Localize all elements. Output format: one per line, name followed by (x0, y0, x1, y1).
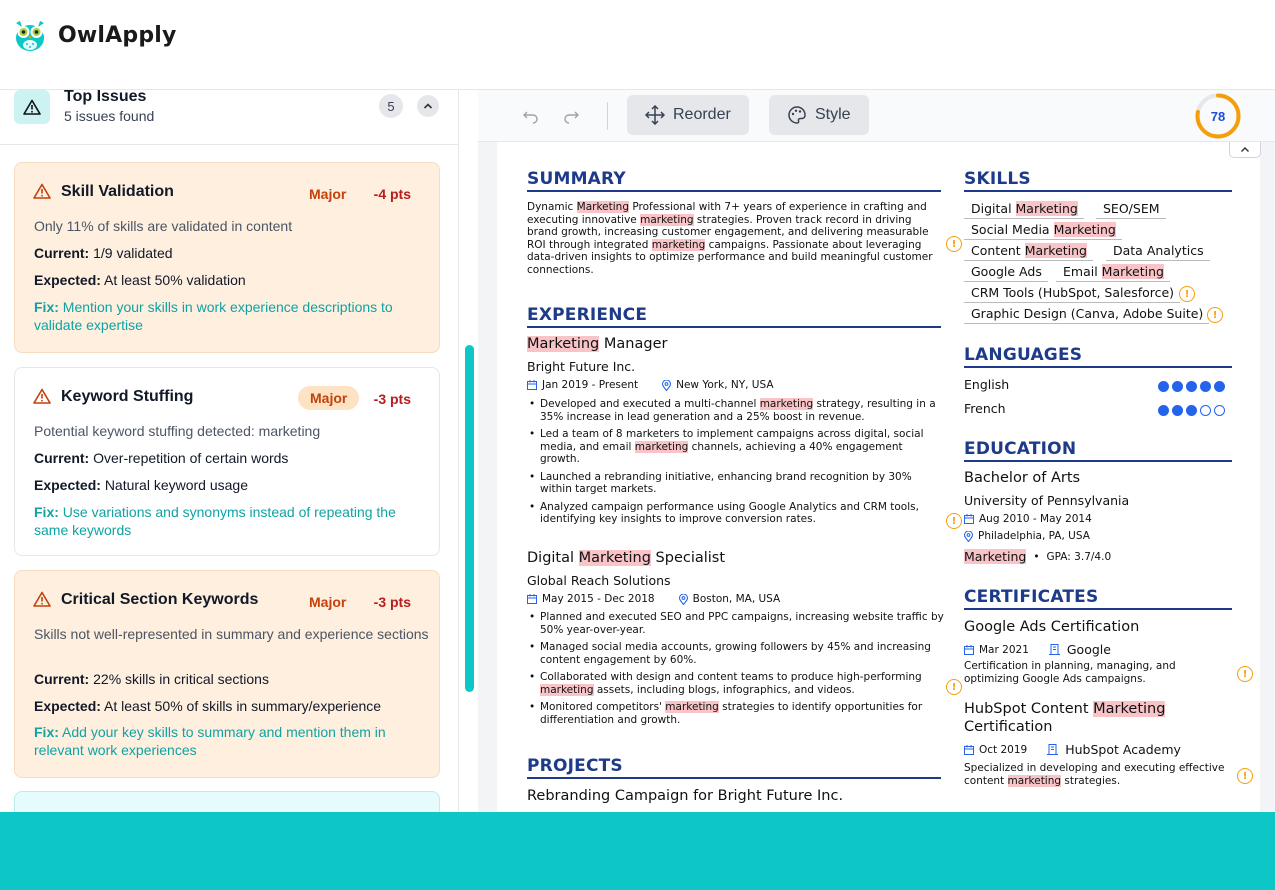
issue-expected: Expected: Natural keyword usage (34, 477, 248, 493)
issue-title: Keyword Stuffing (61, 388, 194, 405)
points-penalty: -3 pts (373, 391, 411, 407)
collapse-issues-button[interactable] (417, 95, 439, 117)
skill-tag[interactable]: Graphic Design (Canva, Adobe Suite) (964, 306, 1209, 324)
resume-score-ring[interactable] (1194, 92, 1242, 140)
location-pin-icon (662, 380, 671, 391)
cert-desc-1: Certification in planning, managing, and optimizing Google Ads campaigns. (964, 660, 1176, 685)
warning-icon (33, 388, 51, 404)
move-arrows-icon (645, 105, 665, 125)
palette-icon (787, 105, 807, 125)
company-1: Bright Future Inc. (527, 359, 636, 374)
skill-tag[interactable]: Digital Marketing (964, 201, 1084, 219)
job-title-1: Marketing Manager (527, 336, 668, 352)
cert-meta-2: Oct 2019 HubSpot Academy (964, 742, 1181, 757)
warning-icon (14, 90, 50, 124)
level-dot-filled (1158, 405, 1169, 416)
language-name: English (964, 377, 1010, 392)
warning-circle-icon[interactable]: ! (1179, 286, 1195, 302)
warning-circle-icon[interactable]: ! (1237, 768, 1253, 784)
warning-circle-icon[interactable]: ! (946, 513, 962, 529)
owl-logo-icon (12, 17, 48, 53)
undo-icon[interactable] (522, 106, 540, 124)
reorder-button[interactable] (627, 95, 749, 135)
language-level-dots (1158, 405, 1225, 416)
bullet-item: • Led a team of 8 marketers to implement campaigns across digital, social media, and email marketing channels, achieving a 40% engagement growth. (527, 428, 945, 466)
issue-title: Skill Validation (61, 183, 174, 200)
education-location: Philadelphia, PA, USA (964, 530, 1090, 542)
severity-badge: Major (309, 186, 347, 202)
experience-heading: EXPERIENCE (527, 305, 941, 328)
location-pin-icon (964, 531, 973, 542)
level-dot-empty (1200, 405, 1211, 416)
issue-fix: Fix: Use variations and synonyms instead of repeating the same keywords (34, 504, 396, 538)
issues-list (0, 145, 459, 812)
app-logo[interactable] (12, 17, 177, 53)
degree-title: Bachelor of Arts (964, 470, 1081, 486)
resume-preview-panel (478, 90, 1275, 812)
redo-icon[interactable] (562, 106, 580, 124)
level-dot-filled (1186, 405, 1197, 416)
company-2: Global Reach Solutions (527, 573, 671, 588)
style-button[interactable] (769, 95, 869, 135)
toolbar-divider (607, 102, 608, 130)
issue-count-badge: 5 (379, 94, 403, 118)
skills-heading: SKILLS (964, 169, 1232, 192)
certificates-heading: CERTIFICATES (964, 587, 1232, 610)
job-1-bullets (527, 398, 945, 531)
level-dot-empty (1214, 405, 1225, 416)
issue-expected: Expected: At least 50% of skills in summary/experience (34, 698, 382, 714)
skill-tag[interactable]: Content Marketing (964, 243, 1093, 261)
bullet-item: • Collaborated with design and content teams to produce high-performing marketing assets, including blogs, infographics, and videos. (527, 671, 945, 696)
level-dot-filled (1172, 405, 1183, 416)
chevron-up-icon (1240, 146, 1250, 153)
issues-panel (0, 90, 459, 812)
warning-circle-icon[interactable]: ! (946, 679, 962, 695)
top-issues-subtitle: 5 issues found (64, 108, 155, 124)
issue-current: Current: Over-repetition of certain words (34, 450, 289, 466)
level-dot-filled (1172, 381, 1183, 392)
level-dot-filled (1200, 381, 1211, 392)
job-meta-2: May 2015 - Dec 2018 Boston, MA, USA (527, 593, 780, 605)
top-header (0, 0, 1275, 90)
bullet-item: • Planned and executed SEO and PPC campaigns, increasing website traffic by 50% year-over-year. (527, 611, 945, 636)
panel-scrollbar-thumb[interactable] (465, 345, 474, 692)
score-value: 78 (1210, 108, 1226, 124)
skill-tag[interactable]: Social Media Marketing (964, 222, 1122, 240)
reorder-label: Reorder (673, 106, 731, 123)
collapse-document-button[interactable] (1229, 142, 1261, 158)
warning-circle-icon[interactable]: ! (1207, 307, 1223, 323)
issue-title: Critical Section Keywords (61, 591, 259, 608)
level-dot-filled (1214, 381, 1225, 392)
issue-description: Skills not well-represented in summary and experience sections (34, 626, 429, 642)
calendar-icon (527, 380, 537, 390)
bullet-item: • Monitored competitors' marketing strategies to identify opportunities for differentiation and growth. (527, 701, 945, 726)
language-level-dots (1158, 381, 1225, 392)
issue-expected: Expected: At least 50% validation (34, 272, 246, 288)
warning-circle-icon[interactable]: ! (946, 236, 962, 252)
style-label: Style (815, 106, 851, 123)
skill-tag[interactable]: Google Ads (964, 264, 1048, 282)
cert-desc-2: Specialized in developing and executing effective content marketing strategies. (964, 762, 1225, 787)
resume-document (497, 142, 1260, 812)
calendar-icon (964, 645, 974, 655)
warning-circle-icon[interactable]: ! (1237, 666, 1253, 682)
issue-fix: Fix: Mention your skills in work experience descriptions to validate expertise (34, 299, 393, 333)
job-2-bullets (527, 611, 945, 731)
top-issues-header (0, 90, 459, 145)
app-name: OwlApply (58, 22, 177, 48)
bullet-item: • Launched a rebranding initiative, enhancing brand recognition by 30% within target markets. (527, 471, 945, 496)
issue-fix: Fix: Add your key skills to summary and mention them in relevant work experiences (34, 724, 386, 758)
bullet-item: • Analyzed campaign performance using Google Analytics and CRM tools, identifying key insights to improve conversion rates. (527, 501, 945, 526)
level-dot-filled (1158, 381, 1169, 392)
skill-tag[interactable]: Email Marketing (1056, 264, 1170, 282)
bullet-item: • Developed and executed a multi-channel marketing strategy, resulting in a 35% increase in lead generation and a 25% boost in revenue. (527, 398, 945, 423)
bullet-item: • Managed social media accounts, growing followers by 45% and increasing content engagement by 60%. (527, 641, 945, 666)
job-meta-1: Jan 2019 - Present New York, NY, USA (527, 379, 774, 391)
issue-card-skill-validation[interactable] (14, 162, 440, 353)
issue-description: Only 11% of skills are validated in content (34, 218, 293, 234)
issue-card-keyword-stuffing[interactable] (14, 367, 440, 556)
issue-card-critical-section-keywords[interactable] (14, 570, 440, 778)
cert-title-1: Google Ads Certification (964, 619, 1140, 635)
languages-heading: LANGUAGES (964, 345, 1232, 368)
education-field-gpa: Marketing • GPA: 3.7/4.0 (964, 549, 1112, 564)
building-icon (1049, 644, 1060, 655)
summary-text: Dynamic Marketing Professional with 7+ years of experience in crafting and executing innovative marketing strategies. Proven track record in driving brand growth, increasing customer engagement, and delivering measurable ROI through integrated marketing campaigns. Passionate about leveraging data-driven insights to optimize performance and build meaningful customer connections. (527, 201, 933, 276)
cert-meta-1: Mar 2021 Google (964, 642, 1111, 657)
projects-heading: PROJECTS (527, 756, 941, 779)
skill-tag[interactable]: SEO/SEM (1096, 201, 1166, 219)
severity-badge: Major (309, 594, 347, 610)
education-heading: EDUCATION (964, 439, 1232, 462)
chevron-up-icon (423, 102, 433, 110)
top-issues-title: Top Issues (64, 90, 147, 105)
issue-description: Potential keyword stuffing detected: marketing (34, 423, 321, 439)
bottom-band (0, 812, 1275, 890)
language-name: French (964, 401, 1006, 416)
severity-badge: Major (298, 386, 359, 410)
calendar-icon (964, 745, 974, 755)
skill-tag[interactable]: CRM Tools (HubSpot, Salesforce) (964, 285, 1180, 303)
level-dot-filled (1186, 381, 1197, 392)
school-name: University of Pennsylvania (964, 493, 1130, 508)
skill-tag[interactable]: Data Analytics (1106, 243, 1210, 261)
job-title-2: Digital Marketing Specialist (527, 550, 726, 566)
points-penalty: -4 pts (373, 186, 411, 202)
summary-heading: SUMMARY (527, 169, 941, 192)
location-pin-icon (679, 594, 688, 605)
issue-current: Current: 1/9 validated (34, 245, 173, 261)
calendar-icon (527, 594, 537, 604)
issue-current: Current: 22% skills in critical sections (34, 671, 269, 687)
building-icon (1047, 744, 1058, 755)
education-dates: Aug 2010 - May 2014 (964, 513, 1092, 525)
warning-icon (33, 591, 51, 607)
points-penalty: -3 pts (373, 594, 411, 610)
calendar-icon (964, 514, 974, 524)
issue-card-4[interactable] (14, 791, 440, 812)
cert-title-2: HubSpot Content Marketing Certification (964, 701, 1166, 735)
warning-icon (33, 183, 51, 199)
project-title: Rebranding Campaign for Bright Future Inc. (527, 788, 844, 804)
editor-toolbar (478, 90, 1275, 142)
